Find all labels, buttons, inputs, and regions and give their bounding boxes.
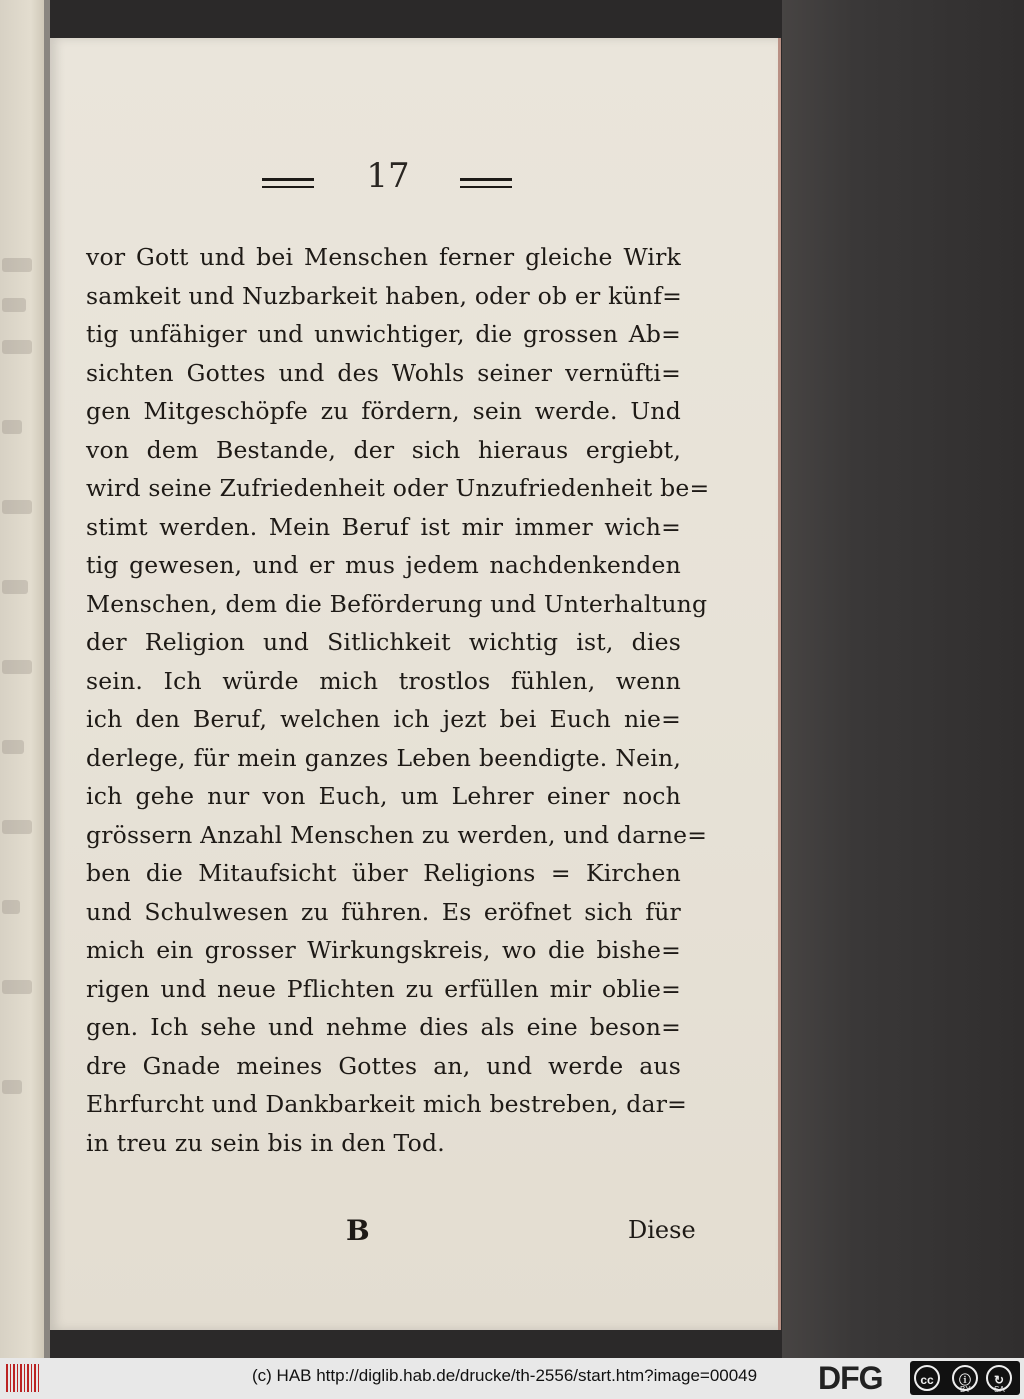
text-line: Menschen, dem die Beförderung und Unterhaltung: [86, 589, 708, 618]
text-line: samkeit und Nuzbarkeit haben, oder ob er künf=: [86, 281, 682, 310]
header-rule-right: [460, 178, 512, 188]
ghost-text: [2, 740, 24, 754]
page-number: 17: [366, 156, 410, 196]
share-alike-icon: ↻: [986, 1365, 1012, 1391]
header-rule-left: [262, 178, 314, 188]
text-line: und Schulwesen zu führen. Es eröfnet sich für: [86, 897, 681, 926]
person-icon: ⓘ: [952, 1365, 978, 1391]
text-line: dre Gnade meines Gottes an, und werde aus: [86, 1051, 681, 1080]
ghost-text: [2, 900, 20, 914]
page-header: [258, 156, 518, 214]
text-line: ich gehe nur von Euch, um Lehrer einer noch: [86, 782, 681, 810]
text-line: ich den Beruf, welchen ich jezt bei Euch nie=: [86, 705, 681, 733]
text-line: wird seine Zufriedenheit oder Unzufriedenheit be=: [86, 474, 710, 502]
text-line: gen Mitgeschöpfe zu fördern, sein werde. Und: [86, 397, 681, 425]
signature-mark: B: [346, 1214, 370, 1247]
body-text: [86, 238, 710, 1162]
ghost-text: [2, 820, 32, 834]
text-line: tig unfähiger und unwichtiger, die grossen Ab=: [86, 320, 681, 348]
cc-icon: cc: [914, 1365, 940, 1391]
barcode-icon: [6, 1364, 40, 1392]
text-line: vor Gott und bei Menschen ferner gleiche Wirk: [86, 243, 681, 271]
catchword: Diese: [628, 1216, 696, 1244]
text-line: sein. Ich würde mich trostlos fühlen, wenn: [86, 666, 681, 695]
ghost-text: [2, 660, 32, 674]
ghost-text: [2, 258, 32, 272]
cc-license-badge[interactable]: [910, 1361, 1020, 1395]
dark-background: [782, 0, 1024, 1358]
sa-label: SA: [994, 1385, 1005, 1394]
text-line: stimt werden. Mein Beruf ist mir immer wich=: [86, 512, 681, 541]
text-line: mich ein grosser Wirkungskreis, wo die bishe=: [86, 936, 681, 964]
ghost-text: [2, 298, 26, 312]
text-line: rigen und neue Pflichten zu erfüllen mir oblie=: [86, 974, 681, 1003]
ghost-text: [2, 1080, 22, 1094]
text-line: ben die Mitaufsicht über Religions = Kirchen: [86, 859, 681, 887]
text-line: grössern Anzahl Menschen zu werden, und darne=: [86, 820, 708, 849]
ghost-text: [2, 580, 28, 594]
ghost-text: [2, 420, 22, 434]
copyright-link[interactable]: (c) HAB http://diglib.hab.de/drucke/th-2556/start.htm?image=00049: [252, 1366, 758, 1385]
text-line: sichten Gottes und des Wohls seiner vernüfti=: [86, 358, 681, 387]
text-line: tig gewesen, und er mus jedem nachdenkenden: [86, 551, 681, 579]
text-line: derlege, für mein ganzes Leben beendigte. Nein,: [86, 743, 681, 772]
book-page: [50, 38, 781, 1330]
previous-page-edge: [0, 0, 44, 1358]
dfg-logo[interactable]: DFG: [818, 1360, 883, 1396]
viewer-footer: [0, 1358, 1024, 1399]
ghost-text: [2, 980, 32, 994]
text-line: der Religion und Sitlichkeit wichtig ist, dies: [86, 628, 681, 656]
by-label: BY: [960, 1385, 971, 1394]
text-line: Ehrfurcht und Dankbarkeit mich bestreben, dar=: [86, 1090, 688, 1118]
text-line: in treu zu sein bis in den Tod.: [86, 1128, 445, 1157]
text-line: von dem Bestande, der sich hieraus ergiebt,: [86, 435, 681, 464]
ghost-text: [2, 500, 32, 514]
ghost-text: [2, 340, 32, 354]
text-line: gen. Ich sehe und nehme dies als eine beson=: [86, 1013, 681, 1041]
